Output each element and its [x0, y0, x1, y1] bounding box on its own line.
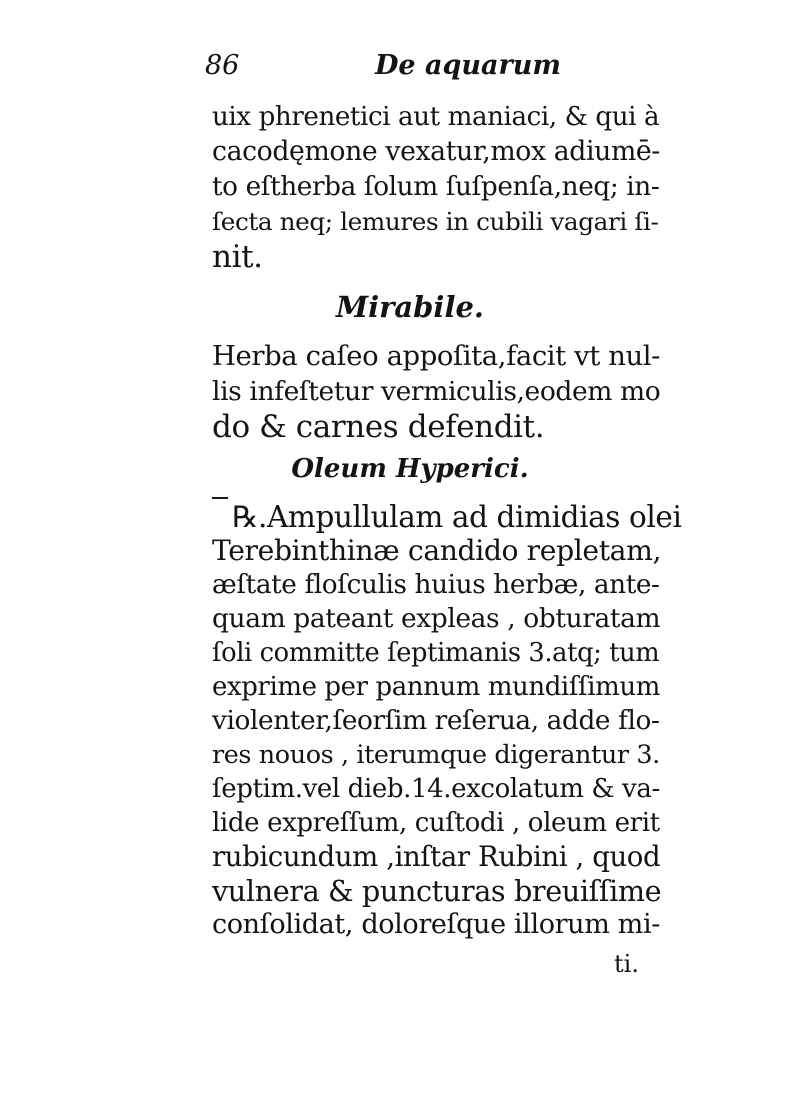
text-line: violenter,ſeorſim reſerua, adde flo-: [212, 706, 660, 736]
running-head: [205, 50, 665, 90]
text-line: Herba caſeo appoſita,facit vt nul-: [212, 341, 661, 372]
text-line: quam pateant expleas , obturatam: [212, 603, 661, 634]
text-line: ſeptim.vel dieb.14.excolatum & va-: [212, 774, 660, 804]
text-line: do & carnes defendit.: [212, 409, 545, 445]
section-heading-mirabile: Mirabile.: [335, 290, 485, 324]
text-line: vulnera & puncturas breuiſſime: [212, 874, 662, 908]
text-line: nit.: [212, 239, 263, 275]
text-line: ℞.Ampullulam ad dimidias olei: [232, 500, 682, 534]
section-heading-oleum: Oleum Hyperici.: [291, 454, 529, 484]
text-line: æſtate floſculis huius herbæ, ante-: [212, 570, 660, 600]
text-line: Terebinthinæ candido repletam,: [212, 534, 662, 567]
text-line: uix phrenetici aut maniaci, & qui à: [212, 102, 660, 132]
page-number: 86: [205, 50, 240, 81]
text-line: ſecta neq; lemures in cubili vagari ſi-: [212, 207, 659, 236]
text-line: exprime per pannum mundiſſimum: [212, 672, 660, 702]
running-title: De aquarum: [375, 50, 561, 81]
marginal-dash: [212, 497, 228, 499]
text-line: rubicundum ,inſtar Rubini , quod: [212, 840, 661, 873]
text-line: res nouos , iterumque digerantur 3.: [212, 740, 660, 770]
text-line: to eſtherba ſolum ſuſpenſa,neq; in-: [212, 172, 660, 202]
text-line: conſolidat, doloreſque illorum mi-: [212, 909, 660, 940]
text-line: lis infeſtetur vermiculis,eodem mo: [212, 376, 661, 407]
text-line: ſoli committe ſeptimanis 3.atq; tum: [212, 638, 660, 668]
catchword: ti.: [614, 950, 639, 978]
text-line: lide expreſſum, cuſtodi , oleum erit: [212, 808, 660, 838]
text-line: cacodęmone vexatur,mox adiumē-: [212, 136, 660, 167]
